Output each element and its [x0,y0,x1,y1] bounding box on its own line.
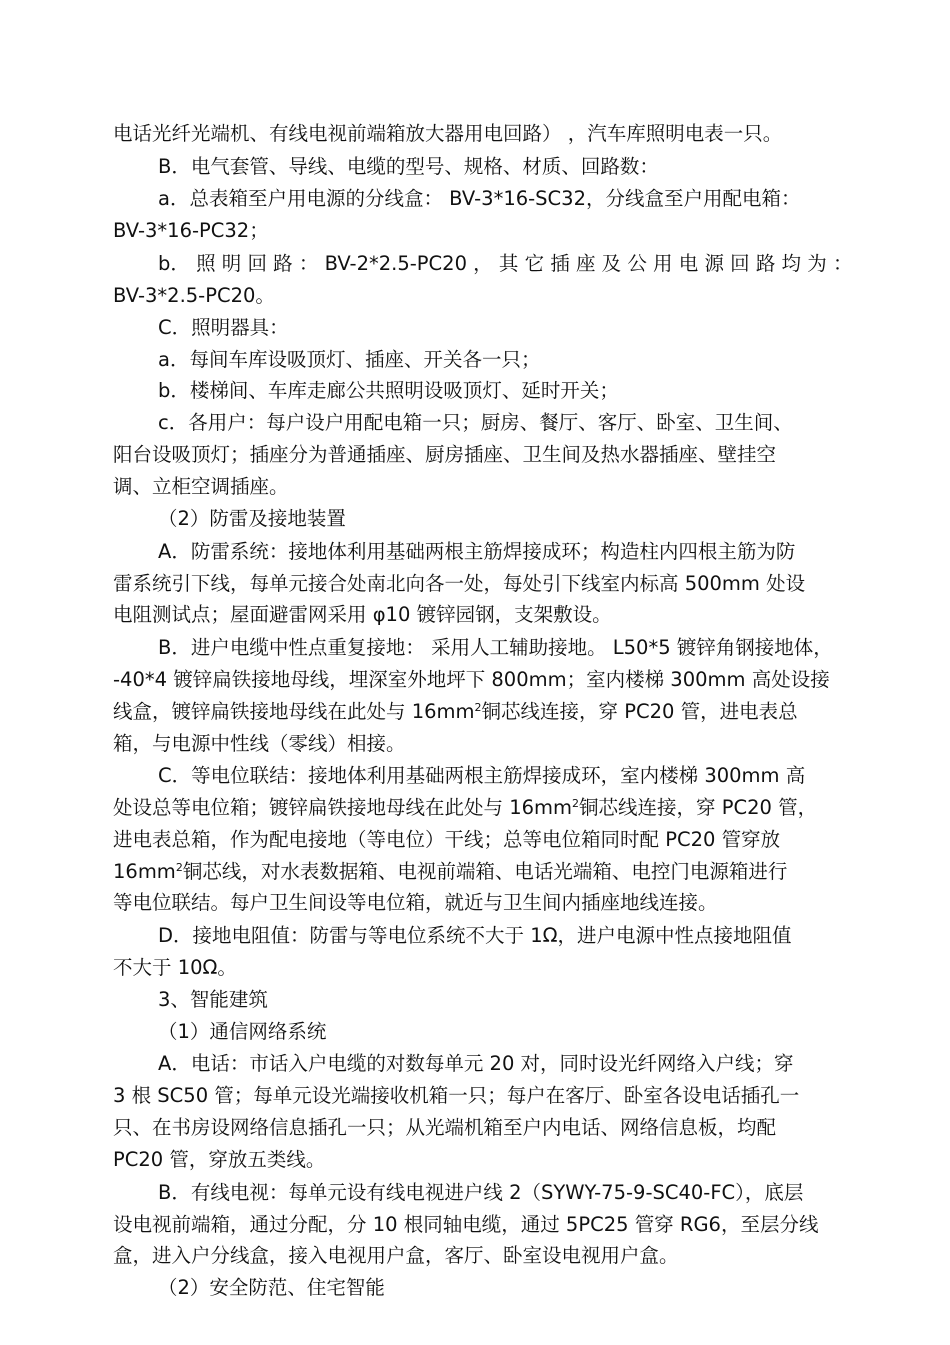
text-line: C．照明器具： [158,316,289,339]
text-segment: 16mm [113,860,176,883]
text-line: a．总表箱至户用电源的分线盒： BV-3*16-SC32，分线盒至户用配电箱： [158,187,801,210]
text-line: BV-3*2.5-PC20。 [113,284,275,307]
text-line: 调、立柜空调插座。 [113,475,289,498]
text-line: 电话光纤光端机、有线电视前端箱放大器用电回路） ，汽车库照明电表一只。 [113,122,783,145]
superscript: 2 [572,797,580,810]
text-line: b． 照 明 回 路 ： BV-2*2.5-PC20 ， 其 它 插 座 及 公 用 电 源 回 路 均 为 ： [158,252,853,275]
text-line: -40*4 镀锌扁铁接地母线，埋深室外地坪下 800mm；室内楼梯 300mm 高处设接 [113,668,830,691]
text-line: 阳台设吸顶灯；插座分为普通插座、厨房插座、卫生间及热水器插座、壁挂空 [113,443,777,466]
text-line: 设电视前端箱，通过分配，分 10 根同轴电缆，通过 5PC25 管穿 RG6，至层分线 [113,1213,819,1236]
text-line: BV-3*16-PC32； [113,219,269,242]
superscript: 2 [175,861,183,874]
text-line: B．进户电缆中性点重复接地： 采用人工辅助接地。 L50*5 镀锌角钢接地体， [158,636,833,659]
section-heading: （2）安全防范、住宅智能 [158,1276,385,1299]
text-line: D．接地电阻值：防雷与等电位系统不大于 1Ω，进户电源中性点接地阻值 [158,924,792,947]
text-line: 雷系统引下线，每单元接合处南北向各一处，每处引下线室内标高 500mm 处设 [113,572,806,595]
text-line: b．楼梯间、车库走廊公共照明设吸顶灯、延时开关； [158,379,619,402]
text-line: A．电话：市话入户电缆的对数每单元 20 对，同时设光纤网络入户线；穿 [158,1052,794,1075]
text-line: 盒，进入户分线盒，接入电视用户盒，客厅、卧室设电视用户盒。 [113,1244,679,1267]
text-line: 进电表总箱，作为配电接地（等电位）干线；总等电位箱同时配 PC20 管穿放 [113,828,781,851]
text-line [113,796,817,820]
section-heading: （2）防雷及接地装置 [158,507,346,530]
text-line: 电阻测试点；屋面避雷网采用 φ10 镀锌园钢，支架敷设。 [113,603,612,626]
text-segment: 处设总等电位箱；镀锌扁铁接地母线在此处与 16mm [113,796,573,819]
text-line: 只、在书房设网络信息插孔一只；从光端机箱至户内电话、网络信息板，均配 [113,1116,777,1139]
text-line: 箱，与电源中性线（零线）相接。 [113,732,406,755]
text-segment: 铜芯线连接，穿 PC20 管， [579,796,818,819]
text-line: B．电气套管、导线、电缆的型号、规格、材质、回路数： [158,155,659,178]
text-line: PC20 管，穿放五类线。 [113,1148,326,1171]
text-segment: 铜芯线，对水表数据箱、电视前端箱、电话光端箱、电控门电源箱进行 [182,860,788,883]
section-heading: 3、智能建筑 [158,988,268,1011]
text-line: a．每间车库设吸顶灯、插座、开关各一只； [158,348,541,371]
text-line: C．等电位联结：接地体利用基础两根主筋焊接成环，室内楼梯 300mm 高 [158,764,806,787]
superscript: 2 [474,701,482,714]
text-line: c．各用户：每户设户用配电箱一只；厨房、餐厅、客厅、卧室、卫生间、 [158,411,793,434]
text-line [113,860,787,884]
text-line: 不大于 10Ω。 [113,956,237,979]
text-line [113,700,798,724]
text-segment: 线盒，镀锌扁铁接地母线在此处与 16mm [113,700,475,723]
text-segment: 铜芯线连接，穿 PC20 管，进电表总 [481,700,798,723]
text-line: 等电位联结。每户卫生间设等电位箱，就近与卫生间内插座地线连接。 [113,891,718,914]
section-heading: （1）通信网络系统 [158,1020,327,1043]
text-line: A．防雷系统：接地体利用基础两根主筋焊接成环；构造柱内四根主筋为防 [158,540,796,563]
text-line: 3 根 SC50 管；每单元设光端接收机箱一只；每户在客厅、卧室各设电话插孔一 [113,1084,800,1107]
text-line: B．有线电视：每单元设有线电视进户线 2（SYWY-75-9-SC40-FC），底层 [158,1181,804,1204]
